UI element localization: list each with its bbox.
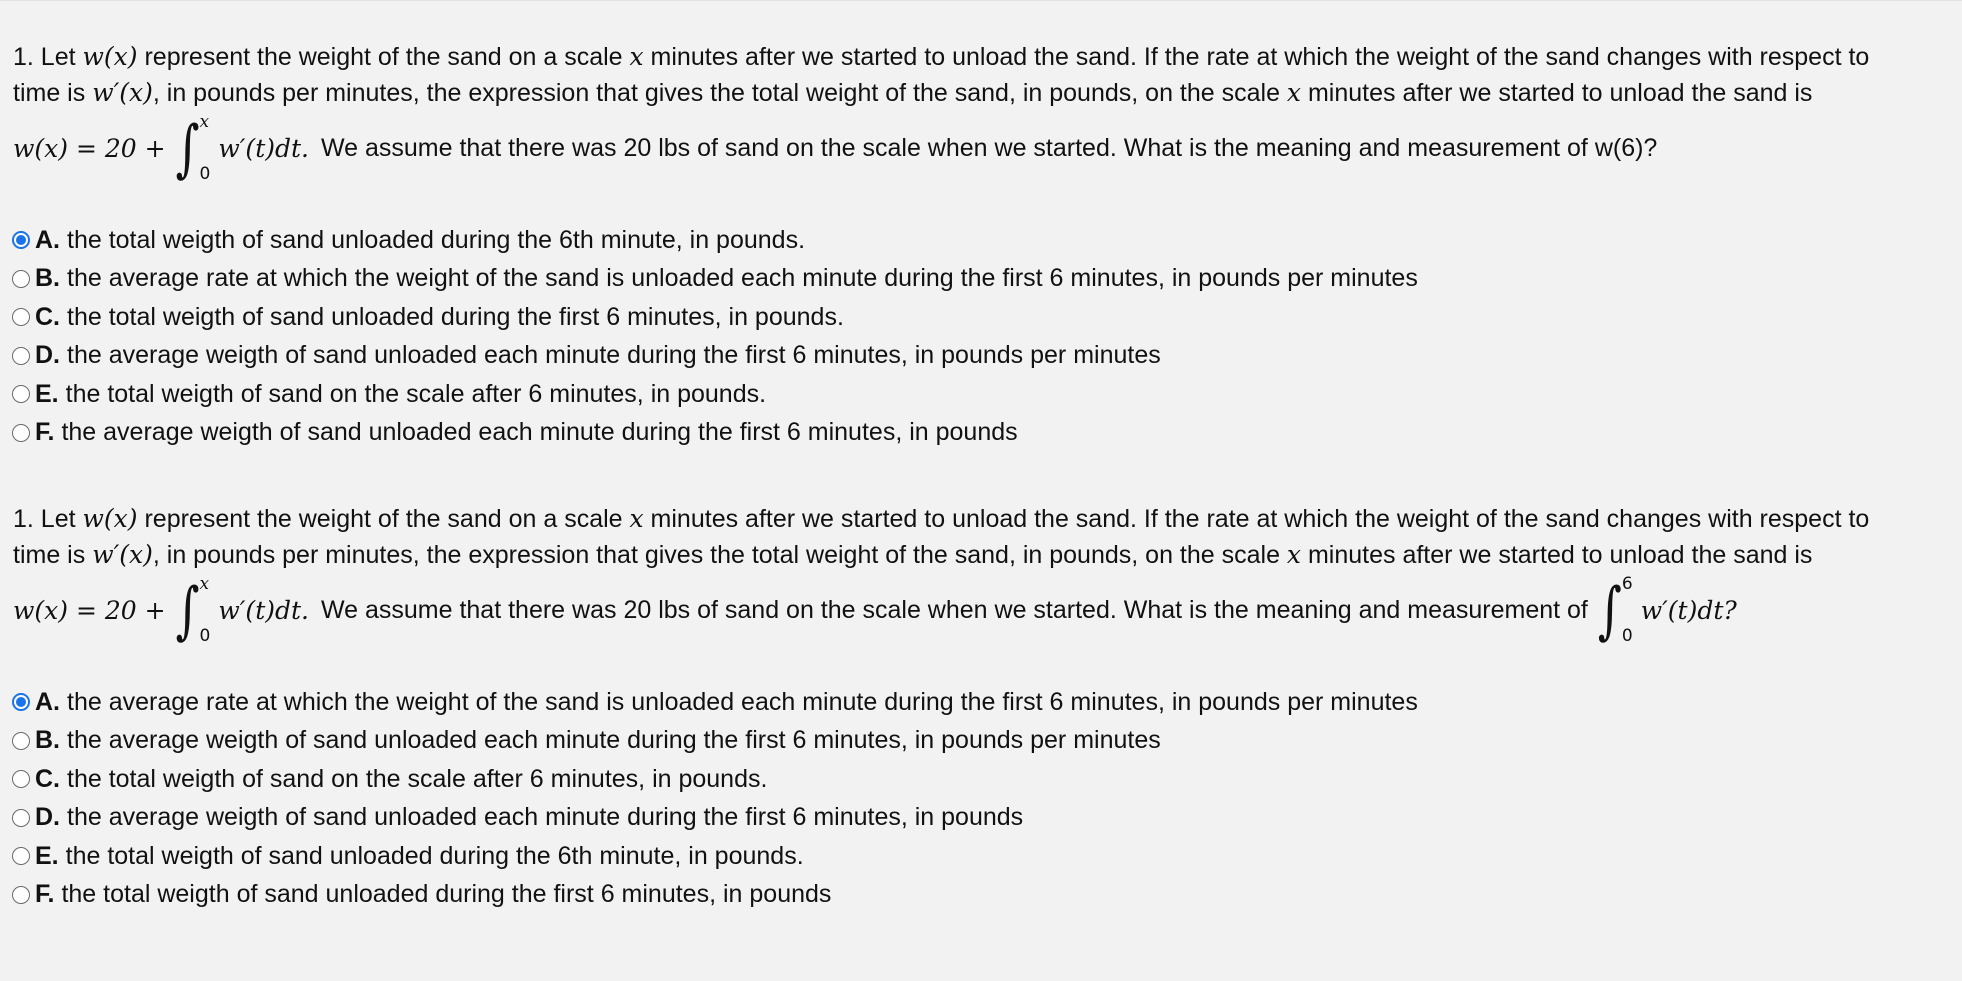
math-expression: w(x) (82, 42, 138, 71)
integral-limits (200, 575, 211, 645)
radio-button[interactable] (12, 886, 30, 904)
option-text: the average rate at which the weight of the sand is unloaded each minute during the first 6 minutes, in pounds per minutes (67, 687, 1418, 716)
option-letter: F. (35, 880, 55, 909)
integrand: w′(t)dt. (218, 595, 309, 625)
option-letter: B. (35, 264, 60, 293)
stem-text: time is (13, 541, 93, 569)
integral-upper-limit: 6 (1621, 574, 1633, 594)
stem-text: minutes after we started to unload the sand. If the rate at which the weight of the sand changes with respect to (643, 43, 1870, 71)
stem-text: 1. Let (13, 505, 83, 533)
math-expression: w(x) (82, 504, 138, 533)
integral-lower-limit: 0 (199, 164, 211, 184)
q2-option-b[interactable] (13, 722, 1948, 761)
option-letter: C. (35, 764, 60, 793)
integrand: w′(t)dt? (1640, 595, 1737, 625)
q1-option-c[interactable] (13, 298, 1948, 337)
radio-button-selected[interactable] (12, 693, 30, 711)
option-letter: B. (35, 726, 60, 755)
question-2-stem-line-2 (13, 537, 1948, 573)
integral-upper-limit: x (199, 112, 210, 132)
option-letter: F. (35, 418, 55, 447)
radio-button[interactable] (12, 847, 30, 865)
stem-text: , in pounds per minutes, the expression that gives the total weight of the sand, in pounds, on the scale (152, 79, 1287, 107)
q1-option-a[interactable] (13, 221, 1948, 260)
option-letter: D. (35, 341, 60, 370)
stem-text: minutes after we started to unload the sand is (1301, 79, 1813, 107)
option-letter: E. (35, 379, 59, 408)
radio-button[interactable] (12, 308, 30, 326)
equation-lhs: w(x) = 20 + (13, 133, 166, 163)
option-letter: D. (35, 803, 60, 832)
integral-sign-icon: ∫ (175, 573, 200, 647)
query-integral (1598, 575, 1737, 645)
question-2-equation (13, 575, 1948, 645)
question-1-stem-line-1 (13, 39, 1948, 75)
integrand: w′(t)dt. (218, 133, 309, 163)
q2-option-e[interactable] (13, 837, 1948, 876)
radio-button-selected[interactable] (12, 231, 30, 249)
option-text: the total weigth of sand unloaded during the first 6 minutes, in pounds. (67, 302, 844, 331)
q2-option-c[interactable] (13, 760, 1948, 799)
integral (176, 113, 309, 183)
radio-button[interactable] (12, 770, 30, 788)
radio-button[interactable] (12, 347, 30, 365)
q1-option-f[interactable] (13, 414, 1948, 453)
math-expression: w′(x) (92, 540, 153, 569)
integral-lower-limit: 0 (199, 626, 211, 646)
option-text: the average weigth of sand unloaded each minute during the first 6 minutes, in pounds per minutes (67, 726, 1161, 755)
question-1-stem (13, 39, 1948, 111)
stem-text: time is (13, 79, 93, 107)
math-variable: x (1286, 78, 1302, 107)
option-text: the average rate at which the weight of the sand is unloaded each minute during the first 6 minutes, in pounds per minutes (67, 264, 1418, 293)
question-1-prompt: We assume that there was 20 lbs of sand on the scale when we started. What is the meaning and measurement of w(6)? (320, 133, 1658, 162)
option-text: the average weigth of sand unloaded each minute during the first 6 minutes, in pounds per minutes (67, 341, 1161, 370)
stem-text: minutes after we started to unload the sand. If the rate at which the weight of the sand changes with respect to (643, 505, 1870, 533)
question-2-stem (13, 501, 1948, 573)
integral-lower-limit: 0 (1621, 626, 1633, 646)
equation-lhs: w(x) = 20 + (13, 595, 166, 625)
q2-option-a[interactable] (13, 683, 1948, 722)
q1-option-d[interactable] (13, 337, 1948, 376)
integral-sign-icon: ∫ (1597, 573, 1622, 647)
option-letter: C. (35, 302, 60, 331)
math-variable: x (1286, 540, 1302, 569)
option-letter: A. (35, 225, 60, 254)
radio-button[interactable] (12, 424, 30, 442)
integral-limits (1622, 575, 1633, 645)
stem-text: represent the weight of the sand on a scale (137, 43, 630, 71)
integral-limits (200, 113, 211, 183)
option-text: the average weigth of sand unloaded each minute during the first 6 minutes, in pounds (61, 418, 1018, 447)
option-text: the total weigth of sand unloaded during the 6th minute, in pounds. (65, 841, 804, 870)
q1-option-b[interactable] (13, 260, 1948, 299)
question-1-equation (13, 113, 1948, 183)
option-text: the average weigth of sand unloaded each minute during the first 6 minutes, in pounds (67, 803, 1024, 832)
radio-button[interactable] (12, 270, 30, 288)
stem-text: represent the weight of the sand on a scale (137, 505, 630, 533)
radio-button[interactable] (12, 809, 30, 827)
question-2 (13, 501, 1948, 914)
q1-option-e[interactable] (13, 375, 1948, 414)
question-1-stem-line-2 (13, 75, 1948, 111)
radio-button[interactable] (12, 385, 30, 403)
math-expression: w′(x) (92, 78, 153, 107)
question-1 (13, 39, 1948, 452)
q2-option-d[interactable] (13, 799, 1948, 838)
option-text: the total weigth of sand unloaded during the first 6 minutes, in pounds (61, 880, 832, 909)
math-variable: x (629, 504, 644, 533)
radio-button[interactable] (12, 732, 30, 750)
option-text: the total weigth of sand on the scale after 6 minutes, in pounds. (65, 379, 767, 408)
stem-text: 1. Let (13, 43, 83, 71)
q2-option-f[interactable] (13, 876, 1948, 915)
question-2-options (13, 683, 1948, 914)
integral-upper-limit: x (199, 574, 210, 594)
integral-sign-icon: ∫ (175, 111, 200, 185)
stem-text: minutes after we started to unload the sand is (1301, 541, 1813, 569)
option-text: the total weigth of sand unloaded during the 6th minute, in pounds. (67, 225, 806, 254)
option-text: the total weigth of sand on the scale after 6 minutes, in pounds. (67, 764, 768, 793)
question-2-stem-line-1 (13, 501, 1948, 537)
option-letter: A. (35, 687, 60, 716)
question-1-options (13, 221, 1948, 452)
option-letter: E. (35, 841, 59, 870)
stem-text: , in pounds per minutes, the expression that gives the total weight of the sand, in pounds, on the scale (152, 541, 1287, 569)
integral (176, 575, 309, 645)
math-variable: x (629, 42, 644, 71)
question-2-prompt: We assume that there was 20 lbs of sand on the scale when we started. What is the meaning and measurement of (320, 595, 1588, 624)
